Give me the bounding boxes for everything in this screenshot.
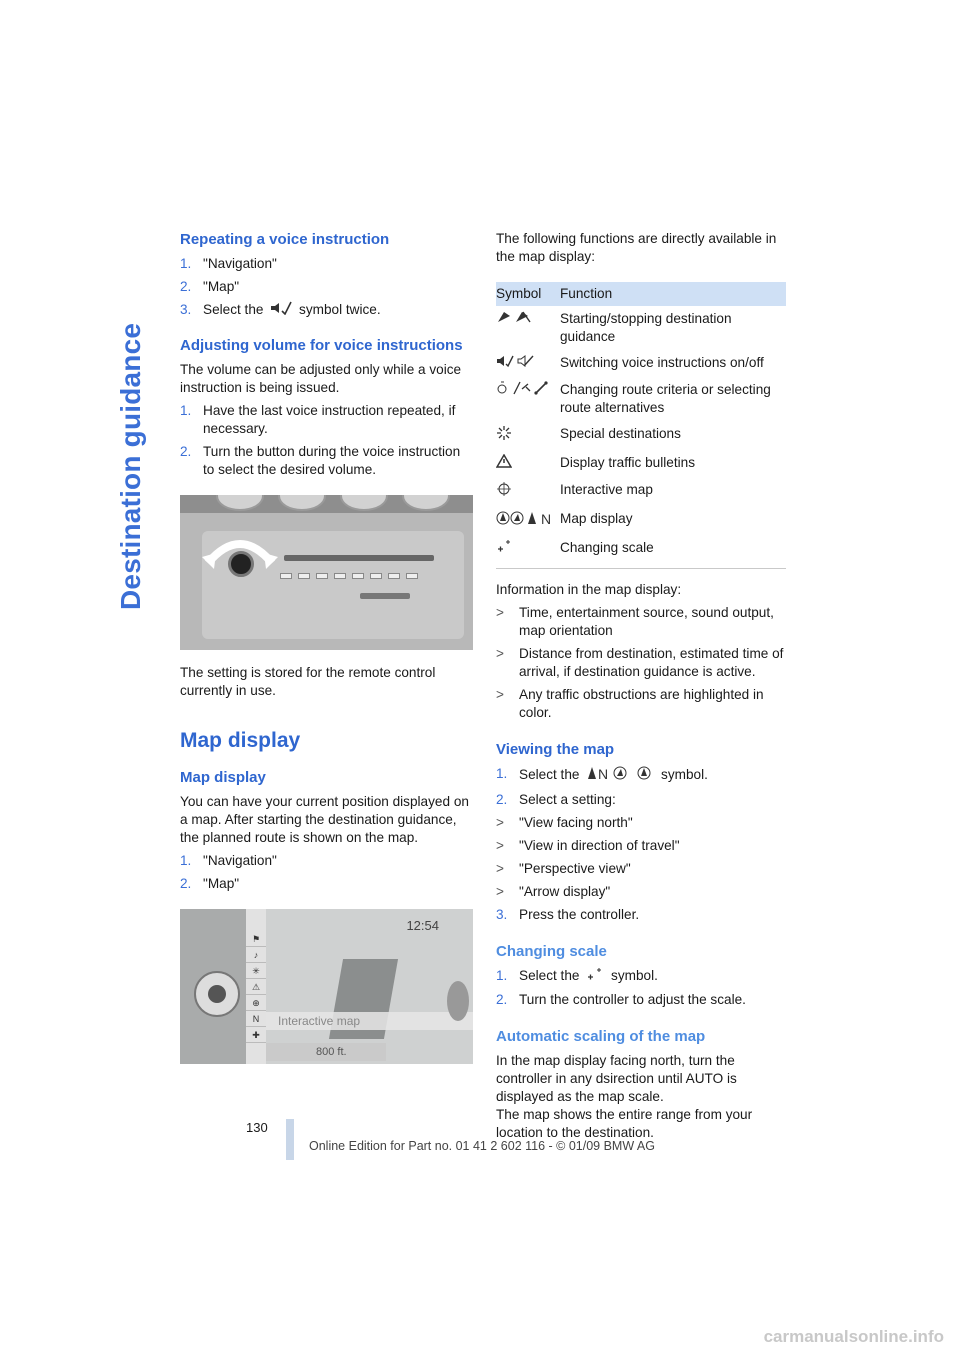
list-item: > "Perspective view" [496, 861, 631, 876]
warning-icon [496, 456, 512, 471]
navigation-screen-photo [180, 909, 473, 1064]
step: 2. Select a setting: [496, 792, 616, 807]
speaker-icon [270, 301, 292, 320]
step: 1. "Navigation" [180, 853, 277, 868]
map-mode-icon [586, 765, 654, 786]
info-intro: Information in the map display: [496, 582, 682, 597]
flag-icon [496, 312, 536, 327]
volume-intro: The volume can be adjusted only while a voice instruction is being issued. [180, 362, 462, 395]
left-column [180, 230, 473, 1064]
table-row: Special destinations [496, 421, 786, 450]
map-menu-column: ⚑ ♪ ✳ ⚠ ⊕ N ✚ [246, 909, 266, 1064]
list-item: > Distance from destination, estimated time of arrival, if destination guidance is active. [496, 646, 784, 679]
heading-repeat-voice: Repeating a voice instruction [180, 231, 390, 248]
step: 1. "Navigation" [180, 256, 277, 271]
list-item: > Time, entertainment source, sound output, map orientation [496, 605, 774, 638]
scale-icon [496, 541, 512, 556]
map-area [266, 909, 473, 1064]
volume-knob [228, 551, 254, 577]
heading-changing-scale: Changing scale [496, 943, 607, 960]
radio-control-photo [180, 495, 473, 650]
list-item: > Any traffic obstructions are highlighted in color. [496, 687, 764, 720]
list-item: > "View facing north" [496, 815, 633, 830]
table-row: N Map display [496, 506, 786, 535]
table-row: Interactive map [496, 477, 786, 506]
side-section-title: Destination guidance [115, 322, 146, 610]
table-row: Display traffic bulletins [496, 450, 786, 477]
svg-text:N: N [598, 766, 609, 781]
table-header-symbol: Symbol [496, 282, 560, 306]
interactive-map-label: Interactive map [266, 1012, 473, 1030]
step: 2. Turn the controller to adjust the scale. [496, 992, 746, 1007]
svg-text:N: N [541, 511, 552, 526]
step: 3. Press the controller. [496, 907, 640, 922]
route-icon [496, 383, 552, 398]
speaker-icon [496, 356, 536, 371]
step: 2. "Map" [180, 279, 240, 294]
crosshair-icon [496, 485, 512, 500]
right-column [496, 230, 786, 1147]
subheading-map-display: Map display [180, 769, 266, 786]
footer-text: Online Edition for Part no. 01 41 2 602 116 - © 01/09 BMW AG [309, 1139, 655, 1153]
heading-automatic-scaling: Automatic scaling of the map [496, 1028, 706, 1045]
volume-after: The setting is stored for the remote control currently in use. [180, 665, 436, 698]
list-item: > "Arrow display" [496, 884, 611, 899]
footer-bar [286, 1119, 294, 1160]
scale-icon [586, 967, 604, 986]
step: 1. Select the symbol. [496, 967, 786, 986]
table-row: Changing scale [496, 535, 786, 569]
symbol-table [496, 282, 786, 569]
watermark: carmanualsonline.info [763, 1327, 944, 1346]
sparkle-icon [496, 429, 512, 444]
step: 1. Select the N symbol. [496, 765, 786, 786]
auto-scaling-text: In the map display facing north, turn the controller in any dsirection until AUTO is displayed as the map scale. [496, 1053, 737, 1104]
step: 3. Select the symbol twice. [180, 301, 473, 320]
auto-scaling-text-2: The map shows the entire range from your location to the destination. [496, 1107, 753, 1140]
functions-intro: The following functions are directly available in the map display: [496, 231, 777, 264]
table-row: Switching voice instructions on/off [496, 350, 786, 377]
step: 1. Have the last voice instruction repeated, if necessary. [180, 403, 456, 436]
page-number: 130 [246, 1120, 268, 1135]
heading-map-display: Map display [180, 729, 301, 752]
map-mode-icon [496, 511, 560, 529]
heading-adjust-volume: Adjusting volume for voice instructions [180, 337, 463, 354]
clock-readout: 12:54 [406, 918, 439, 933]
scale-readout: 800 ft. [266, 1043, 386, 1061]
map-intro: You can have your current position displayed on a map. After starting the destination guidance, the planned route is shown on the map. [180, 794, 469, 845]
step: 2. "Map" [180, 876, 240, 891]
table-row: Starting/stopping destination guidance [496, 306, 786, 350]
controller-icon [194, 971, 240, 1017]
table-header-function: Function [560, 282, 786, 306]
heading-viewing-map: Viewing the map [496, 741, 615, 758]
step: 2. Turn the button during the voice instruction to select the desired volume. [180, 444, 461, 477]
list-item: > "View in direction of travel" [496, 838, 680, 853]
table-row: Changing route criteria or selecting route alternatives [496, 377, 786, 421]
